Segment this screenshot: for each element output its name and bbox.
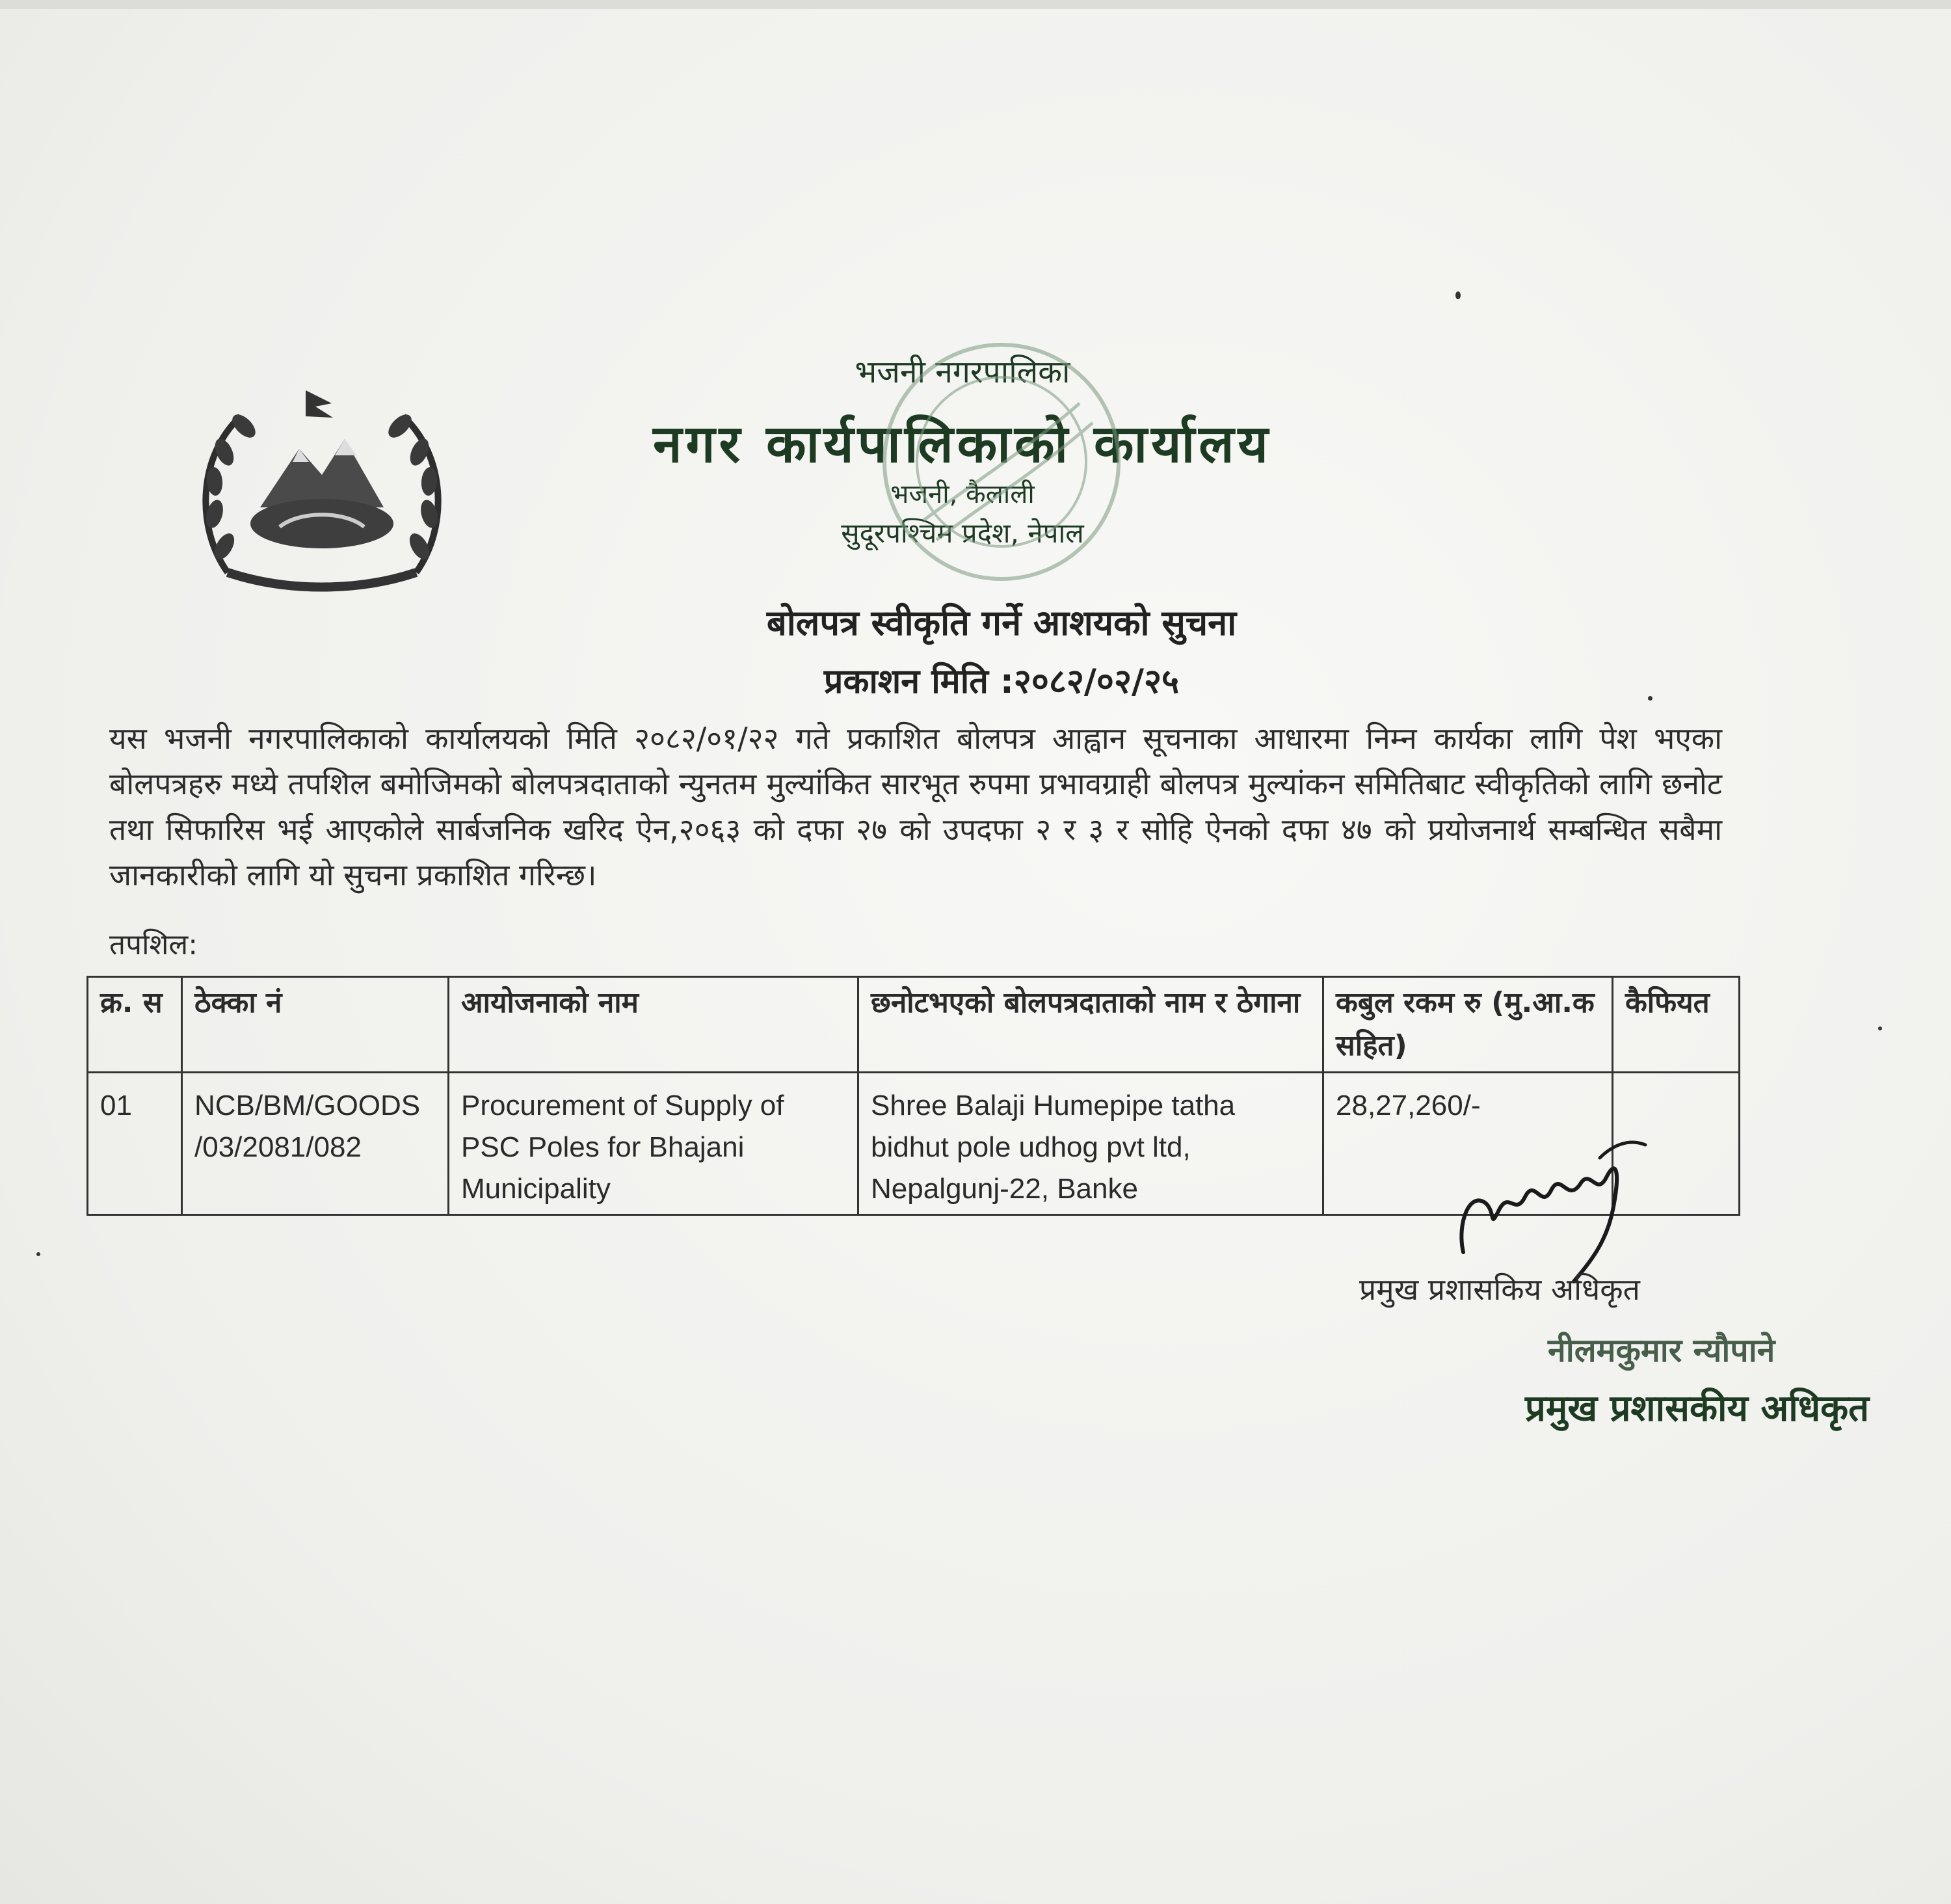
municipality-name: भजनी नगरपालिका xyxy=(855,354,1070,390)
header-contract-no: ठेक्का नं xyxy=(182,977,449,1073)
notice-title: बोलपत्र स्वीकृति गर्ने आशयको सुचना xyxy=(766,602,1237,643)
notice-body: यस भजनी नगरपालिकाको कार्यालयको मिति २०८२/०१/२२ गते प्रकाशित बोलपत्र आह्वान सूचनाका आधारमा निम्न कार्यका लागि पेश भएका बोलपत्रहरु मध्ये तपशिल बमोजिमको बोलपत्रदाताको न्युनतम मुल्यांकित सारभूत रुपमा प्रभावग्राही बोलपत्र मुल्यांकन समितिबाट स्वीकृतिको लागि छनोट तथा सिफारिस भई आएकोले सार्बजनिक खरिद ऐन,२०६३ को दफा २७ को उपदफा २ र ३ र सोहि ऐनको दफा ४७ को प्रयोजनार्थ सम्बन्धित सबैमा जानकारीको लागि यो सुचना प्रकाशित गरिन्छ। xyxy=(109,721,1722,892)
scan-top-edge xyxy=(0,0,1951,9)
office-province: सुदूरपश्चिम प्रदेश, नेपाल xyxy=(841,517,1084,549)
signatory-caption: प्रमुख प्रशासकिय अधिकृत xyxy=(1359,1272,1640,1307)
signature-icon xyxy=(1450,1132,1665,1288)
cell-amount: 28,27,260/- xyxy=(1323,1073,1613,1215)
cell-contract-no: NCB/BM/GOODS /03/2081/082 xyxy=(182,1073,449,1215)
header-project: आयोजनाको नाम xyxy=(449,977,858,1073)
table-header-row xyxy=(88,977,1740,1073)
cell-sn: 01 xyxy=(88,1073,182,1215)
office-location: भजनी, कैलाली xyxy=(890,479,1035,509)
office-seal-icon xyxy=(845,325,1158,598)
office-name: नगर कार्यपालिकाको कार्यालय xyxy=(653,414,1272,474)
cell-bidder: Shree Balaji Humepipe tatha bidhut pole udhog pvt ltd, Nepalgunj-22, Banke xyxy=(858,1073,1323,1215)
speck xyxy=(1648,696,1652,701)
header-amount: कबुल रकम रु (मु.आ.क सहित) xyxy=(1323,977,1613,1073)
publish-date: प्रकाशन मिति :२०८२/०२/२५ xyxy=(823,662,1180,701)
speck xyxy=(1455,291,1461,299)
speck xyxy=(36,1252,40,1256)
header-bidder: छनोटभएको बोलपत्रदाताको नाम र ठेगाना xyxy=(858,977,1323,1073)
stamp-officer-name: नीलमकुमार न्यौपाने xyxy=(1548,1332,1775,1369)
speck xyxy=(1878,1026,1882,1030)
cell-project: Procurement of Supply of PSC Poles for Bhajani Municipality xyxy=(449,1073,858,1215)
stamp-officer-title: प्रमुख प्रशासकीय अधिकृत xyxy=(1525,1388,1870,1430)
header-remarks: कैफियत xyxy=(1613,977,1740,1073)
schedule-label: तपशिल: xyxy=(109,928,198,961)
header-sn: क्र. स xyxy=(88,977,182,1073)
